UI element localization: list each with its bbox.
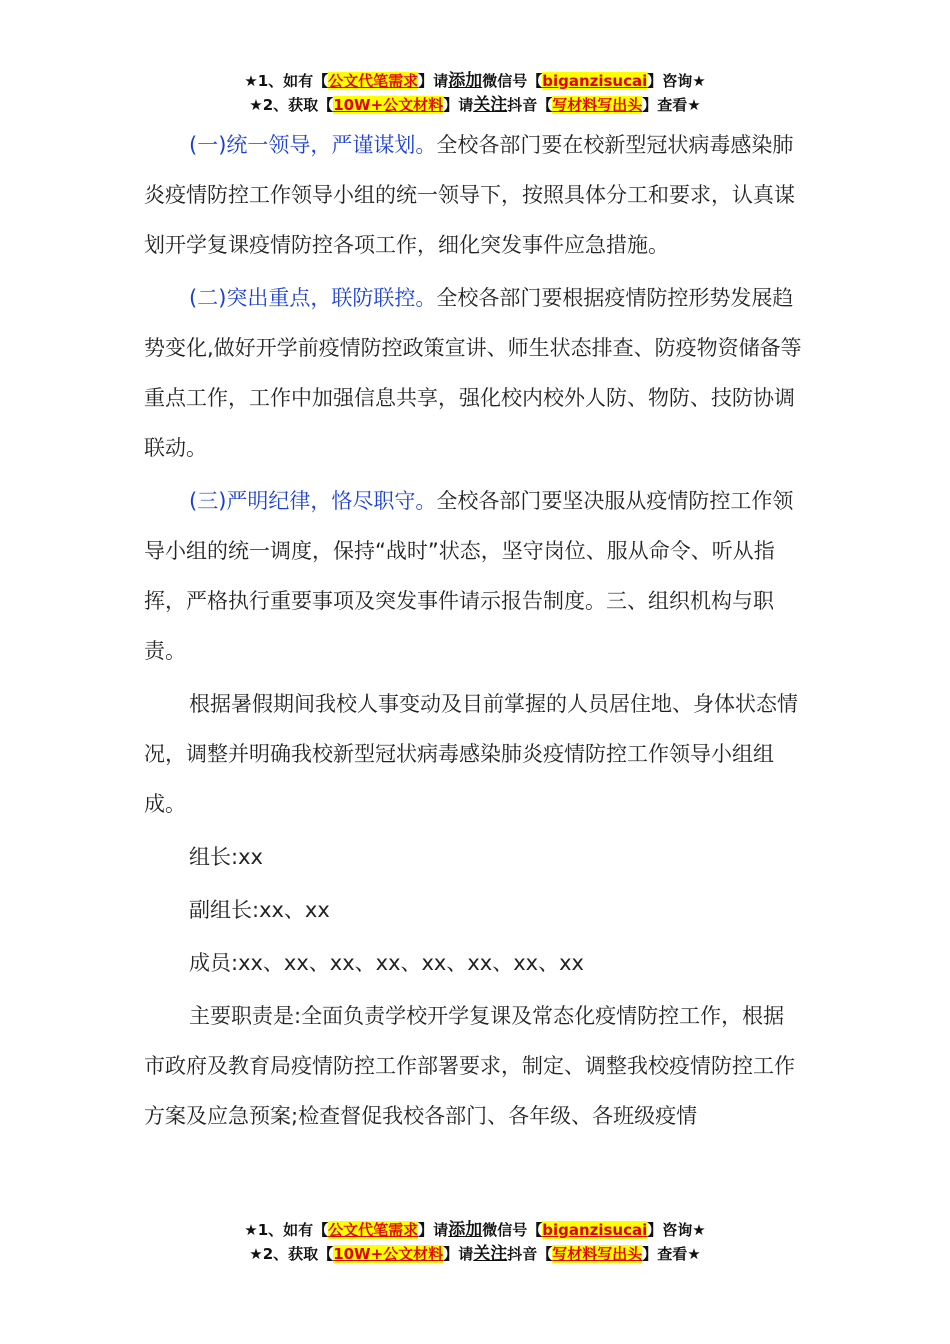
paragraph	[144, 273, 804, 473]
section-heading: (一)统一领导，严谨谋划。	[189, 133, 437, 157]
t: 】查看★	[642, 96, 701, 114]
paragraph	[144, 120, 804, 270]
highlight: 10W+公文材料	[333, 96, 444, 114]
t: 抖音【	[507, 1245, 553, 1263]
highlight: 写材料写出头	[552, 96, 643, 114]
header-banner	[0, 69, 950, 117]
t: 】咨询★	[647, 72, 706, 90]
t: ★1、如有【	[244, 1221, 329, 1239]
banner-line-2	[0, 93, 950, 117]
paragraph-text: 副组长:xx、xx	[189, 898, 330, 922]
t: 添加	[448, 1220, 483, 1240]
paragraph	[144, 991, 804, 1141]
section-heading: (三)严明纪律，恪尽职守。	[189, 489, 437, 513]
highlight: biganzisucai	[542, 1221, 648, 1239]
paragraph-text: 组长:xx	[189, 845, 263, 869]
highlight: biganzisucai	[542, 72, 648, 90]
paragraph	[144, 679, 804, 829]
banner-line-2	[0, 1242, 950, 1266]
t: ★1、如有【	[244, 72, 329, 90]
t: 】请	[443, 96, 474, 114]
paragraph-text: 根据暑假期间我校人事变动及目前掌握的人员居住地、身体状态情况，调整并明确我校新型冠状病毒感染肺炎疫情防控工作领导小组组成。	[144, 692, 798, 816]
t: 】请	[443, 1245, 474, 1263]
t: 】查看★	[642, 1245, 701, 1263]
paragraph-text: 主要职责是:全面负责学校开学复课及常态化疫情防控工作，根据市政府及教育局疫情防控工作部署要求，制定、调整我校疫情防控工作方案及应急预案;检查督促我校各部门、各年级、各班级疫情	[144, 1004, 795, 1128]
paragraph	[144, 832, 804, 882]
highlight: 写材料写出头	[552, 1245, 643, 1263]
paragraph-text: 全校各部门要在校新型冠状病毒感染肺炎疫情防控工作领导小组的统一领导下，按照具体分工和要求，认真谋划开学复课疫情防控各项工作，细化突发事件应急措施。	[144, 133, 795, 257]
t: 】请	[418, 72, 449, 90]
highlight: 公文代笔需求	[328, 72, 419, 90]
t: 添加	[448, 71, 483, 91]
paragraph-text: 全校各部门要根据疫情防控形势发展趋势变化,做好开学前疫情防控政策宣讲、师生状态排查、防疫物资储备等重点工作，工作中加强信息共享，强化校内校外人防、物防、技防协调联动。	[144, 286, 802, 460]
t: 】咨询★	[647, 1221, 706, 1239]
banner-line-1	[0, 69, 950, 93]
t: 微信号【	[482, 1221, 543, 1239]
t: 微信号【	[482, 72, 543, 90]
paragraph-text: 全校各部门要坚决服从疫情防控工作领导小组的统一调度，保持“战时”状态，坚守岗位、服从命令、听从指挥，严格执行重要事项及突发事件请示报告制度。三、组织机构与职责。	[144, 489, 794, 663]
paragraph	[144, 885, 804, 935]
t: ★2、获取【	[249, 1245, 334, 1263]
highlight: 10W+公文材料	[333, 1245, 444, 1263]
t: 关注	[473, 1244, 508, 1264]
banner-line-1	[0, 1218, 950, 1242]
highlight: 公文代笔需求	[328, 1221, 419, 1239]
t: 抖音【	[507, 96, 553, 114]
paragraph-text: 成员:xx、xx、xx、xx、xx、xx、xx、xx	[189, 951, 584, 975]
document-body	[144, 120, 804, 1144]
footer-banner	[0, 1218, 950, 1266]
t: ★2、获取【	[249, 96, 334, 114]
t: 关注	[473, 95, 508, 115]
section-heading: (二)突出重点，联防联控。	[189, 286, 437, 310]
paragraph	[144, 938, 804, 988]
paragraph	[144, 476, 804, 676]
t: 】请	[418, 1221, 449, 1239]
